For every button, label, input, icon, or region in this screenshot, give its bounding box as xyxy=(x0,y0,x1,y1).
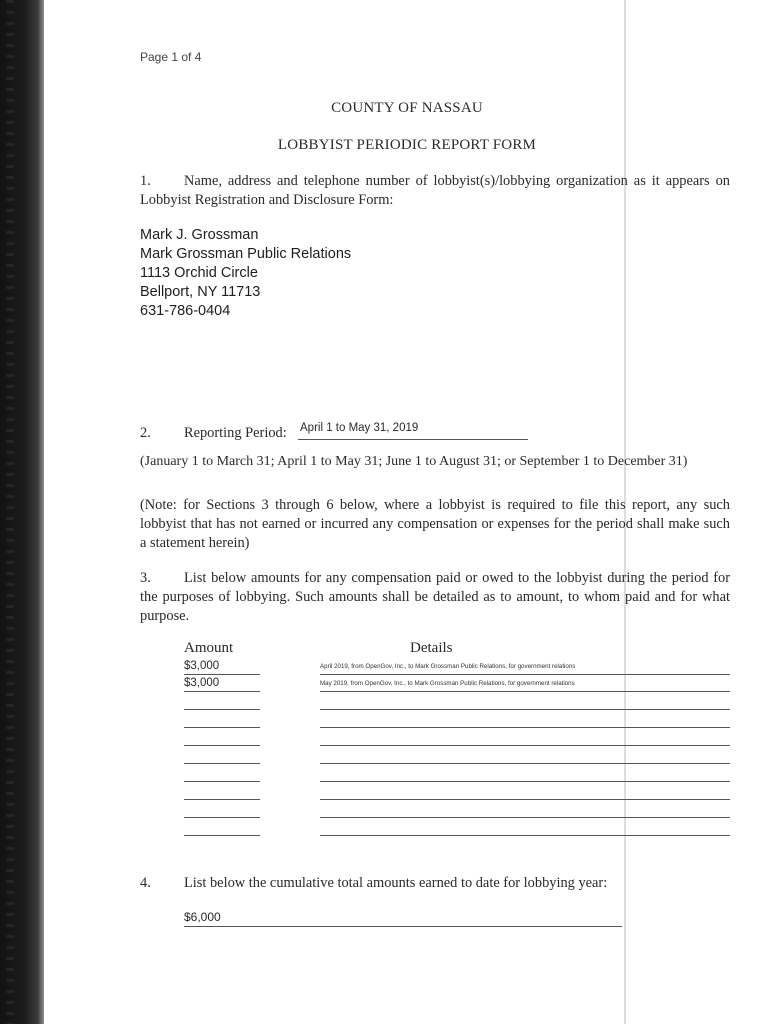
detail-cell-5 xyxy=(320,729,730,746)
scan-edge-shadow xyxy=(0,0,44,1024)
section-4-number: 4. xyxy=(140,875,151,891)
section-4-prompt xyxy=(140,874,730,893)
section-3-prompt xyxy=(140,569,730,626)
amount-cell-2: $3,000 xyxy=(184,675,260,692)
detail-cell-10 xyxy=(320,819,730,836)
amount-column-header: Amount xyxy=(184,640,234,656)
sections-note: (Note: for Sections 3 through 6 below, where a lobbyist is required to file this report, any such lobbyist that has not earned or incurred any compensation or expenses for the period shall make such a statement herein) xyxy=(140,497,730,551)
contact-name: Mark J. Grossman xyxy=(140,227,259,243)
contact-organization: Mark Grossman Public Relations xyxy=(140,246,352,262)
cumulative-total-field: $6,000 xyxy=(184,908,622,927)
amount-cell-1: $3,000 xyxy=(184,658,260,675)
detail-cell-9 xyxy=(320,801,730,818)
amount-cell-5 xyxy=(184,729,260,746)
amount-cell-9 xyxy=(184,801,260,818)
contact-phone: 631-786-0404 xyxy=(140,303,231,319)
detail-cell-1: April 2019, from OpenGov, Inc., to Mark Grossman Public Relations, for government relations xyxy=(320,658,730,675)
amount-cell-7 xyxy=(184,765,260,782)
contact-city-state-zip: Bellport, NY 11713 xyxy=(140,284,261,300)
detail-cell-2: May 2019, from OpenGov, Inc., to Mark Grossman Public Relations, for government relations xyxy=(320,675,730,692)
section-2-number: 2. xyxy=(140,425,151,441)
lobbyist-contact-block xyxy=(140,226,351,321)
section-3-text: List below amounts for any compensation paid or owed to the lobbyist during the period for the purposes of lobbying. Such amounts shall be detailed as to amount, to whom paid and for what purpose. xyxy=(140,570,730,624)
detail-cell-7 xyxy=(320,765,730,782)
detail-cell-8 xyxy=(320,783,730,800)
details-column-header: Details xyxy=(410,640,453,656)
detail-cell-3 xyxy=(320,693,730,710)
section-1-text: Name, address and telephone number of lobbyist(s)/lobbying organization as it appears on Lobbyist Registration and Disclosure Form: xyxy=(140,173,730,208)
detail-cell-6 xyxy=(320,747,730,764)
amount-cell-3 xyxy=(184,693,260,710)
reporting-period-field: April 1 to May 31, 2019 xyxy=(298,422,528,440)
section-1-number: 1. xyxy=(140,173,151,189)
section-3-number: 3. xyxy=(140,570,151,586)
section-4-text: List below the cumulative total amounts earned to date for lobbying year: xyxy=(184,875,608,891)
page-number: Page 1 of 4 xyxy=(140,50,202,64)
reporting-period-label: Reporting Period: xyxy=(184,425,287,441)
reporting-period-options: (January 1 to March 31; April 1 to May 31; June 1 to August 31; or September 1 to December 31) xyxy=(140,454,688,469)
form-title: LOBBYIST PERIODIC REPORT FORM xyxy=(277,137,537,153)
amount-cell-4 xyxy=(184,711,260,728)
section-1-prompt xyxy=(140,172,730,210)
contact-street: 1113 Orchid Circle xyxy=(140,265,258,281)
county-heading: COUNTY OF NASSAU xyxy=(331,100,483,116)
amount-cell-6 xyxy=(184,747,260,764)
amount-cell-10 xyxy=(184,819,260,836)
detail-cell-4 xyxy=(320,711,730,728)
amount-cell-8 xyxy=(184,783,260,800)
